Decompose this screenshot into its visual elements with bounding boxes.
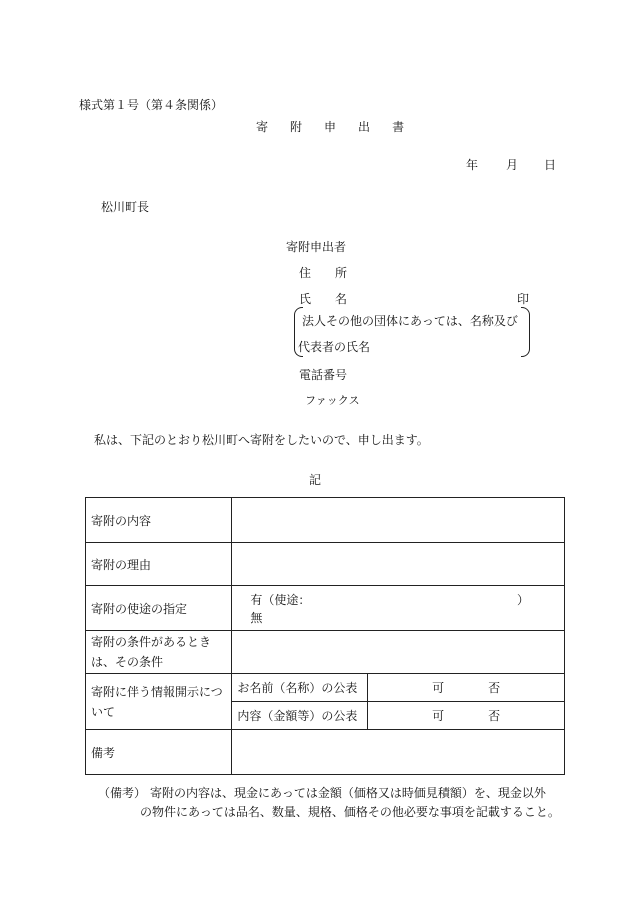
tel-label: 電話番号 — [299, 368, 348, 382]
name-label: 氏 名 — [299, 292, 348, 306]
table-row — [86, 730, 565, 775]
document-title — [256, 118, 426, 135]
date-year: 年 — [466, 158, 479, 172]
table-row — [86, 498, 565, 543]
content-pub-choice[interactable] — [368, 702, 565, 730]
allow-option[interactable]: 可 — [432, 709, 445, 723]
reason-field[interactable] — [232, 543, 565, 586]
applicant-heading: 寄附申出者 — [286, 240, 347, 254]
use-yes-line — [250, 591, 559, 609]
title-char: 出 — [358, 120, 371, 134]
table-row — [86, 631, 565, 674]
allow-option[interactable]: 可 — [432, 681, 445, 695]
date-row — [466, 156, 556, 173]
table-row — [86, 586, 565, 631]
deny-option[interactable]: 否 — [488, 709, 501, 723]
title-char: 書 — [392, 120, 405, 134]
fax-label: ファックス — [305, 394, 360, 407]
remarks-field[interactable] — [232, 730, 565, 775]
note-line: 代表者の氏名 — [298, 340, 371, 354]
content-field[interactable] — [232, 498, 565, 543]
deny-option[interactable]: 否 — [488, 681, 501, 695]
use-yes: 有（使途： — [250, 592, 311, 607]
use-field[interactable] — [232, 586, 565, 631]
note-line: 法人その他の団体にあっては、名称及び — [302, 314, 518, 328]
name-pub-label: お名前（名称）の公表 — [232, 674, 368, 702]
date-month: 月 — [506, 158, 519, 172]
use-close: ） — [516, 592, 529, 607]
intro-text: 私は、下記のとおり松川町へ寄附をしたいので、申し出ます。 — [94, 433, 429, 447]
address-label: 住 所 — [299, 266, 348, 280]
disclosure-label: 寄附に伴う情報開示について — [86, 674, 232, 730]
table-row — [86, 543, 565, 586]
title-char: 寄 — [256, 120, 269, 134]
remarks-label: 備考 — [86, 730, 232, 775]
condition-field[interactable] — [232, 631, 565, 674]
title-char: 申 — [324, 120, 337, 134]
title-char: 附 — [290, 120, 303, 134]
corporate-note — [294, 307, 530, 357]
remarks-line: 寄附の内容は、現金にあっては金額（価格又は時価見積額）を、現金以外 — [150, 786, 546, 800]
seal-label: 印 — [517, 292, 530, 306]
form-number: 様式第１号（第４条関係） — [79, 98, 224, 112]
use-label: 寄附の使途の指定 — [86, 586, 232, 631]
addressee: 松川町長 — [101, 200, 150, 214]
table-row — [86, 674, 565, 702]
use-no: 無 — [250, 610, 263, 625]
content-label: 寄附の内容 — [86, 498, 232, 543]
date-day: 日 — [544, 158, 557, 172]
bracket-right — [521, 307, 530, 357]
condition-label: 寄附の条件があるときは、その条件 — [86, 631, 232, 674]
reason-label: 寄附の理由 — [86, 543, 232, 586]
content-pub-label: 内容（金額等）の公表 — [232, 702, 368, 730]
name-pub-choice[interactable] — [368, 674, 565, 702]
remarks-heading: （備考） — [98, 786, 147, 800]
remarks-line: の物件にあっては品名、数量、規格、価格その他必要な事項を記載すること。 — [140, 805, 560, 819]
ki-heading: 記 — [309, 473, 322, 487]
donation-table — [85, 497, 565, 775]
